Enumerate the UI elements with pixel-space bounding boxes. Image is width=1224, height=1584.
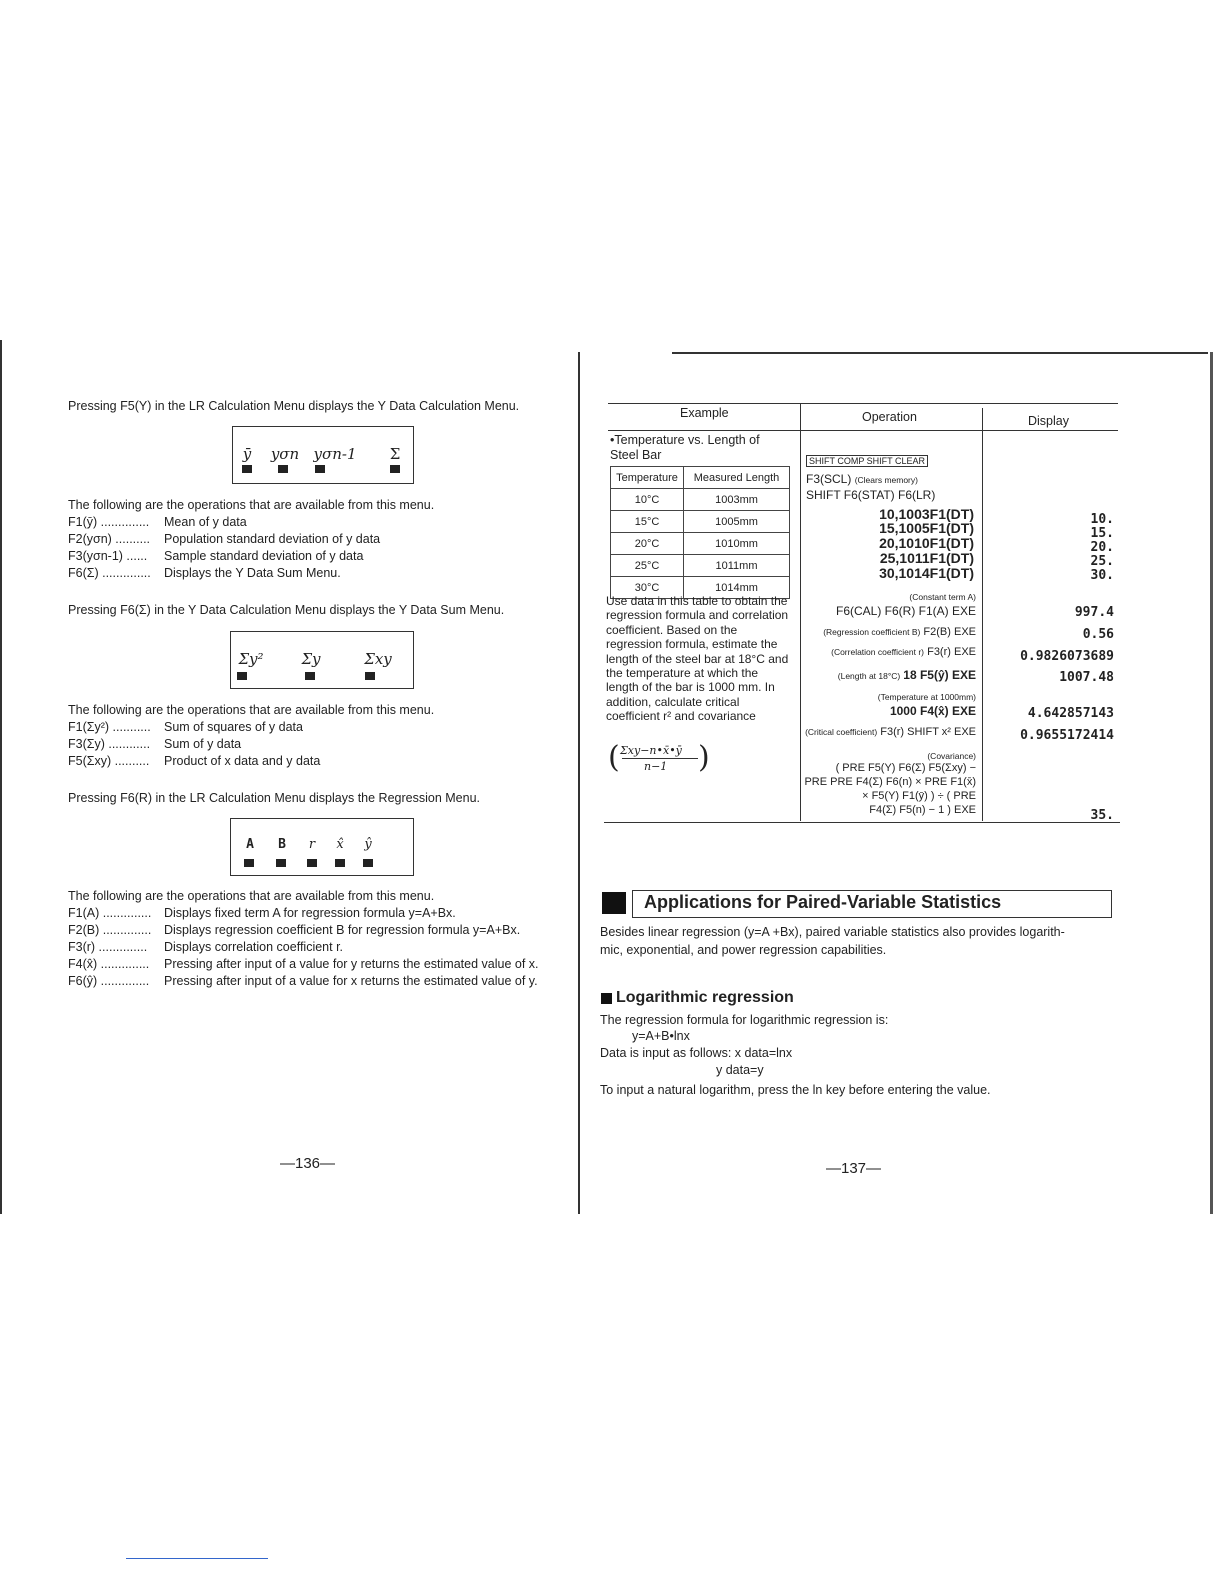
cell-length: 1014mm: [684, 577, 790, 599]
menu-item-xhat: x̂: [336, 837, 344, 852]
left-page-edge: [0, 340, 2, 1214]
def-desc: Sample standard deviation of y data: [164, 549, 364, 563]
op-length: 18 F5(ŷ) EXE: [903, 668, 976, 682]
op-critical-line: [805, 726, 976, 738]
op-length-line: [838, 668, 976, 682]
def-key: F2(yσn) ..........: [68, 532, 151, 546]
cell-temp: 25°C: [611, 555, 684, 577]
def-key: F6(ŷ) ..............: [68, 974, 150, 988]
op-entry: 20,1010F1(DT): [879, 535, 974, 551]
def-list-3: [68, 905, 539, 990]
note-critical: (Critical coefficient): [805, 727, 878, 737]
avail-text-1: The following are the operations that are available from this menu.: [68, 498, 435, 512]
section-title: Applications for Paired-Variable Statistics: [644, 892, 1002, 912]
right-page-edge: [1210, 352, 1213, 1214]
op-corr-r-line: [831, 646, 976, 658]
log-text-x: Data is input as follows: x data=lnx: [600, 1046, 793, 1060]
display-value: 25.: [1090, 554, 1114, 569]
def-desc: Mean of y data: [164, 515, 247, 529]
display-value: 0.56: [1082, 627, 1114, 642]
op-temperature: 1000 F4(x̂) EXE: [889, 704, 976, 718]
cell-length: 1005mm: [684, 511, 790, 533]
menu-item-sumy: Σy: [301, 650, 321, 668]
cell-length: 1003mm: [684, 489, 790, 511]
note-covariance: (Covariance): [927, 751, 976, 761]
menu-item-ymean: ȳ: [242, 445, 252, 463]
def-desc: Sum of squares of y data: [164, 720, 303, 734]
avail-text-2: The following are the operations that are available from this menu.: [68, 703, 435, 717]
cell-length: 1010mm: [684, 533, 790, 555]
op-covariance-4: F4(Σ) F5(n) − 1 ) EXE: [869, 804, 976, 816]
def-key: F3(Σy) ............: [68, 737, 151, 751]
table-header-rule: [608, 430, 1118, 431]
example-title: •Temperature vs. Length of Steel Bar: [610, 433, 760, 462]
op-setup-2-note: (Clears memory): [854, 475, 918, 485]
formula-fraction-bar: [622, 758, 698, 759]
display-value: 0.9826073689: [1020, 649, 1114, 664]
def-desc: Displays regression coefficient B for regression formula y=A+Bx.: [164, 923, 521, 937]
formula-left-paren: (: [608, 740, 620, 775]
display-value: 1007.48: [1059, 670, 1114, 685]
menu-item-r: r: [308, 837, 316, 852]
log-text-1: The regression formula for logarithmic regression is:: [600, 1013, 889, 1027]
def-key: F2(B) ..............: [68, 923, 152, 937]
def-desc: Pressing after input of a value for x returns the estimated value of y.: [164, 974, 538, 988]
intro-y-sum-menu: Pressing F6(Σ) in the Y Data Calculation Menu displays the Y Data Sum Menu.: [68, 603, 505, 617]
f2-key-icon: [276, 859, 286, 867]
f1-key-icon: [244, 859, 254, 867]
op-coef-b-line: [823, 626, 976, 638]
def-desc: Sum of y data: [164, 737, 242, 751]
th-measured-length: Measured Length: [684, 467, 790, 489]
log-formula: y=A+B•lnx: [632, 1029, 690, 1043]
avail-text-3: The following are the operations that are available from this menu.: [68, 889, 435, 903]
def-key: F6(Σ) ..............: [68, 566, 151, 580]
cell-temp: 30°C: [611, 577, 684, 599]
display-value: 15.: [1090, 526, 1114, 541]
display-value: 30.: [1090, 568, 1114, 583]
bottom-underline: [126, 1558, 268, 1559]
cell-length: 1011mm: [684, 555, 790, 577]
example-text: Use data in this table to obtain the regression formula and correlation coefficient. Based on the regression formula, estimate the length of the steel bar at 18°C and the temperature at which the length of the bar is 1000 mm. In addition, calculate critical coefficient r² and covariance: [606, 594, 789, 724]
op-setup-2-keys: F3(SCL): [806, 472, 852, 486]
op-covariance-2: PRE PRE F4(Σ) F6(n) × PRE F1(x̄): [804, 776, 976, 788]
cell-temp: 15°C: [611, 511, 684, 533]
op-entry: 25,1011F1(DT): [879, 550, 974, 566]
f1-key-icon: [242, 465, 252, 473]
regression-menu: [230, 818, 414, 876]
y-data-calc-menu: [232, 426, 414, 484]
op-setup-2: [806, 472, 918, 486]
menu-item-ysn: yσn: [270, 445, 300, 463]
spine-line: [578, 352, 580, 1214]
intro-regression-menu: Pressing F6(R) in the LR Calculation Menu displays the Regression Menu.: [68, 791, 480, 805]
display-value: 0.9655172414: [1020, 728, 1114, 743]
f6-key-icon: [390, 465, 400, 473]
note-coef-b: (Regression coefficient B): [823, 627, 921, 637]
def-desc: Population standard deviation of y data: [164, 532, 381, 546]
subsection-title: Logarithmic regression: [616, 989, 794, 1006]
def-key: F1(ȳ) ..............: [68, 515, 150, 529]
cell-temp: 10°C: [611, 489, 684, 511]
op-covariance-1: ( PRE F5(Y) F6(Σ) F5(Σxy) −: [835, 762, 976, 774]
op-corr-r: F3(r) EXE: [927, 646, 976, 658]
menu-item-a: A: [246, 837, 254, 852]
table-bottom-rule: [604, 822, 1120, 823]
note-length: (Length at 18°C): [837, 671, 901, 681]
op-entry: 15,1005F1(DT): [879, 520, 974, 536]
display-value: 20.: [1090, 540, 1114, 555]
display-value: 35.: [1090, 808, 1114, 823]
covariance-formula: [608, 742, 712, 782]
col-divider-1: [800, 403, 801, 821]
header-operation: Operation: [862, 410, 917, 424]
def-desc: Product of x data and y data: [164, 754, 321, 768]
section-text-2: mic, exponential, and power regression capabilities.: [600, 943, 887, 957]
note-temperature: (Temperature at 1000mm): [877, 692, 976, 702]
def-desc: Pressing after input of a value for y returns the estimated value of x.: [164, 957, 539, 971]
display-value: 4.642857143: [1027, 706, 1114, 721]
op-setup-1: SHIFT COMP SHIFT CLEAR: [806, 455, 928, 467]
steel-bar-table: [610, 466, 790, 599]
f1-key-icon: [237, 672, 247, 680]
menu-item-sum: Σ: [389, 445, 401, 463]
log-text-ln: To input a natural logarithm, press the ln key before entering the value.: [600, 1083, 991, 1097]
formula-right-paren: ): [698, 740, 710, 775]
menu-item-b: B: [278, 837, 286, 852]
op-constant-a: F6(CAL) F6(R) F1(A) EXE: [835, 604, 976, 618]
note-corr-r: (Correlation coefficient r): [831, 647, 925, 657]
def-key: F1(Σy²) ...........: [68, 720, 151, 734]
def-list-2: [68, 719, 320, 770]
subsection-bullet-icon: [601, 993, 612, 1004]
th-temperature: Temperature: [611, 467, 684, 489]
col-divider-2: [982, 408, 983, 821]
f4-key-icon: [335, 859, 345, 867]
def-key: F5(Σxy) ..........: [68, 754, 150, 768]
def-desc: Displays fixed term A for regression formula y=A+Bx.: [164, 906, 456, 920]
f3-key-icon: [307, 859, 317, 867]
intro-y-data-menu: Pressing F5(Y) in the LR Calculation Menu displays the Y Data Calculation Menu.: [68, 399, 520, 413]
formula-numerator: Σxy−n•x̄•ȳ: [620, 744, 682, 757]
menu-item-sumxy: Σxy: [364, 650, 392, 668]
note-constant-a: (Constant term A): [909, 592, 976, 602]
top-rule-right: [672, 352, 1208, 354]
def-key: F3(yσn-1) ......: [68, 549, 148, 563]
op-setup-3: SHIFT F6(STAT) F6(LR): [806, 488, 936, 502]
def-list-1: [68, 514, 380, 582]
header-display: Display: [1028, 414, 1069, 428]
section-text-1: Besides linear regression (y=A +Bx), paired variable statistics also provides logarith-: [600, 925, 1065, 939]
header-example: Example: [680, 406, 729, 420]
def-key: F3(r) ..............: [68, 940, 148, 954]
f3-key-icon: [315, 465, 325, 473]
op-critical: F3(r) SHIFT x² EXE: [880, 726, 976, 738]
display-value: 997.4: [1074, 605, 1114, 620]
table-top-rule: [608, 403, 1118, 404]
op-entry: 30,1014F1(DT): [879, 565, 974, 581]
display-value: 10.: [1090, 512, 1114, 527]
op-coef-b: F2(B) EXE: [923, 626, 976, 638]
section-bullet-icon: [602, 892, 626, 914]
def-key: F1(A) ..............: [68, 906, 152, 920]
op-covariance-3: × F5(Y) F1(ȳ) ) ÷ ( PRE: [862, 790, 976, 802]
def-desc: Displays correlation coefficient r.: [164, 940, 344, 954]
f5-key-icon: [365, 672, 375, 680]
def-desc: Displays the Y Data Sum Menu.: [164, 566, 341, 580]
f6-key-icon: [363, 859, 373, 867]
op-entry: 10,1003F1(DT): [879, 506, 974, 522]
menu-item-sumy2: Σy²: [238, 650, 264, 668]
formula-denominator: n−1: [644, 760, 668, 773]
page-number-left: —136—: [280, 1155, 336, 1172]
y-data-sum-menu: [230, 631, 414, 689]
log-text-y: y data=y: [716, 1063, 764, 1077]
menu-item-ysn1: yσn-1: [313, 445, 357, 463]
f2-key-icon: [278, 465, 288, 473]
menu-item-yhat: ŷ: [364, 837, 372, 852]
def-key: F4(x̂) ..............: [68, 957, 150, 971]
f3-key-icon: [305, 672, 315, 680]
cell-temp: 20°C: [611, 533, 684, 555]
page-number-right: —137—: [826, 1160, 882, 1177]
